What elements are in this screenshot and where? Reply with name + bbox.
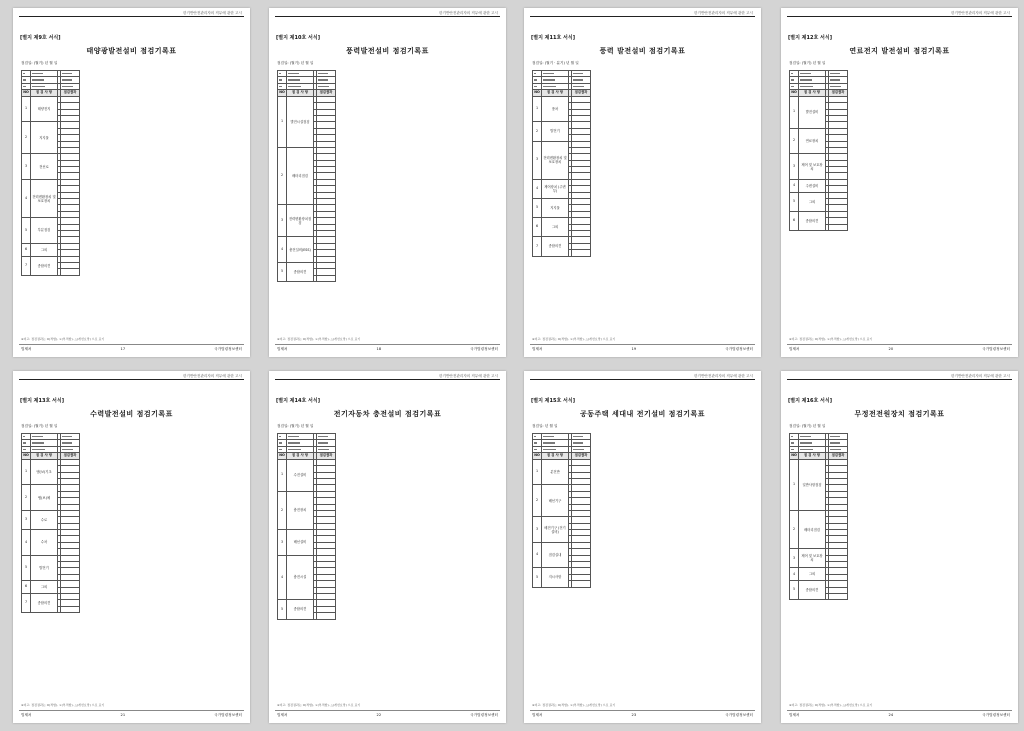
item-number: 4 xyxy=(22,530,31,556)
item-number: 5 xyxy=(790,581,799,600)
page-footer xyxy=(532,347,753,352)
page-header: 한기반안전관리자의 직무에 관한 고시 xyxy=(183,11,242,15)
footer-left: 법제처 xyxy=(789,347,800,351)
item-number: 4 xyxy=(278,555,287,600)
item-name: 수차 xyxy=(31,530,58,556)
date-label: 점검일: (월기) 년 월 일 xyxy=(789,61,826,65)
item-number: 1 xyxy=(278,96,287,147)
item-number: 1 xyxy=(533,459,542,485)
date-label: 점검일: (월기 · 분기) 년 월 일 xyxy=(532,61,579,65)
table-header-row xyxy=(22,90,80,97)
header-item: 점 검 사 항 xyxy=(542,90,569,97)
item-name: 종합의견 xyxy=(799,581,826,600)
check-result[interactable] xyxy=(317,613,336,619)
footer-org: 국가법령정보센터 xyxy=(725,347,753,351)
footer-left: 법제처 xyxy=(21,713,32,717)
date-label: 점검일: (월기) 년 월 일 xyxy=(277,61,314,65)
checklist-table xyxy=(277,70,336,282)
item-name: 일반사항점검 xyxy=(799,459,826,510)
item-name: 배전기구 (전기설비) xyxy=(542,517,569,543)
item-name: 배선설비 xyxy=(287,530,314,556)
footer-org: 국가법령정보센터 xyxy=(214,347,242,351)
item-name: 전력변환장치 및 보호장치 xyxy=(31,179,58,217)
item-number: 2 xyxy=(278,147,287,205)
table-header-row xyxy=(278,453,336,460)
header-no: NO xyxy=(790,90,799,97)
document-page xyxy=(524,371,761,723)
item-name: 수로 xyxy=(31,510,58,529)
item-number: 2 xyxy=(790,510,799,548)
header-rule xyxy=(530,16,755,17)
check-result[interactable] xyxy=(317,275,336,281)
item-number: 2 xyxy=(533,485,542,517)
form-number: [별지 제14호 서식] xyxy=(276,398,320,404)
item-number: 6 xyxy=(22,581,31,594)
form-title: 전기자동차 충전설비 점검기록표 xyxy=(333,410,442,418)
page-note: ※비고: 점검결과는 O(적합), ×(부적합), △(개선요망) 으로 표기 xyxy=(789,337,873,341)
footer-left: 법제처 xyxy=(277,347,288,351)
header-rule xyxy=(787,16,1012,17)
item-name: 그외 xyxy=(31,243,58,256)
item-number: 4 xyxy=(790,179,799,192)
form-number: [별지 제13호 서식] xyxy=(20,398,64,404)
item-number: 2 xyxy=(22,485,31,511)
item-number: 6 xyxy=(790,211,799,230)
item-number: 1 xyxy=(22,459,31,485)
item-name: 충전장치 xyxy=(287,491,314,529)
item-name: 발전기 xyxy=(542,122,569,141)
form-number: [별지 제16호 서식] xyxy=(788,398,832,404)
page-footer xyxy=(532,713,753,718)
item-number: 1 xyxy=(533,96,542,122)
item-name: 제어 및 보호장치 xyxy=(799,154,826,180)
item-number: 7 xyxy=(22,256,31,275)
check-result[interactable] xyxy=(572,250,591,256)
inspection-date xyxy=(532,424,753,429)
footer-org: 국가법령정보센터 xyxy=(982,713,1010,717)
form-title: 풍력 발전설비 점검기록표 xyxy=(599,47,686,55)
page-note: ※비고: 점검결과는 O(적합), ×(부적합), △(개선요망) 으로 표기 xyxy=(277,337,361,341)
date-label: 점검일: (월기) 년 월 일 xyxy=(277,424,314,428)
header-no: NO xyxy=(790,453,799,460)
item-name: 배선기구 xyxy=(542,485,569,517)
header-rule xyxy=(275,16,500,17)
checklist-table xyxy=(21,433,80,613)
header-no: NO xyxy=(278,90,287,97)
footer-left: 법제처 xyxy=(277,713,288,717)
footer-org: 국가법령정보센터 xyxy=(470,347,498,351)
page-header: 한기반안전관리자의 직무에 관한 고시 xyxy=(951,11,1010,15)
table-header-row xyxy=(533,90,591,97)
item-name: 종합의견 xyxy=(31,593,58,612)
item-name: 지지물 xyxy=(542,199,569,218)
document-page xyxy=(269,8,506,357)
form-title: 태양광발전설비 점검기록표 xyxy=(86,47,177,55)
page-number: 20 xyxy=(888,347,894,351)
item-number: 2 xyxy=(22,122,31,154)
document-page xyxy=(781,8,1018,357)
header-item: 점 검 사 항 xyxy=(799,453,826,460)
page-number: 22 xyxy=(376,713,382,717)
page-note: ※비고: 점검결과는 O(적합), ×(부적합), △(개선요망) 으로 표기 xyxy=(532,703,616,707)
footer-org: 국가법령정보센터 xyxy=(470,713,498,717)
item-name: 충전시설 xyxy=(287,555,314,600)
inspection-date xyxy=(21,61,242,66)
checklist-table xyxy=(789,70,848,231)
item-name: 태양전지 xyxy=(31,96,58,122)
document-page xyxy=(13,371,250,723)
inspection-date xyxy=(532,61,753,66)
table-header-row xyxy=(790,90,848,97)
footer-rule xyxy=(530,344,755,345)
item-number: 3 xyxy=(790,154,799,180)
footer-org: 국가법령정보센터 xyxy=(982,347,1010,351)
footer-left: 법제처 xyxy=(532,347,543,351)
form-number: [별지 제10호 서식] xyxy=(276,35,320,41)
item-number: 5 xyxy=(278,600,287,619)
item-name: 종합의견 xyxy=(31,256,58,275)
item-name: 종합의견 xyxy=(287,600,314,619)
header-item: 점 검 사 항 xyxy=(799,90,826,97)
item-name: 종합의견 xyxy=(287,262,314,281)
item-number: 4 xyxy=(533,542,542,568)
page-footer xyxy=(789,713,1010,718)
footer-left: 법제처 xyxy=(789,713,800,717)
page-header: 한기반안전관리자의 직무에 관한 고시 xyxy=(694,11,753,15)
header-item: 점 검 사 항 xyxy=(31,90,58,97)
header-no: NO xyxy=(22,453,31,460)
table-header-row xyxy=(790,453,848,460)
page-note: ※비고: 점검결과는 O(적합), ×(부적합), △(개선요망) 으로 표기 xyxy=(532,337,616,341)
date-label: 점검일: 년 월 일 xyxy=(532,424,558,428)
item-number: 5 xyxy=(22,555,31,581)
item-name: 제어 및 보호장치 xyxy=(799,549,826,568)
header-rule xyxy=(19,379,244,380)
page-footer xyxy=(277,347,498,352)
item-number: 3 xyxy=(533,517,542,543)
document-page xyxy=(13,8,250,357)
item-number: 4 xyxy=(278,237,287,263)
item-name: 제어장치 (주변부) xyxy=(542,179,569,198)
item-name: 지시사항 xyxy=(542,568,569,587)
item-number: 5 xyxy=(278,262,287,281)
header-item: 점 검 사 항 xyxy=(542,453,569,460)
footer-rule xyxy=(19,344,244,345)
header-rule xyxy=(275,379,500,380)
item-name: 그외 xyxy=(31,581,58,594)
item-number: 3 xyxy=(22,510,31,529)
date-label: 점검일: (월기) 년 월 일 xyxy=(21,61,58,65)
inspection-date xyxy=(277,61,498,66)
page-note: ※비고: 점검결과는 O(적합), ×(부적합), △(개선요망) 으로 표기 xyxy=(21,337,105,341)
checklist-table xyxy=(789,433,848,600)
page-number: 18 xyxy=(376,347,382,351)
document-page xyxy=(269,371,506,723)
inspection-date xyxy=(21,424,242,429)
page-number: 21 xyxy=(120,713,126,717)
item-number: 1 xyxy=(22,96,31,122)
page-number: 19 xyxy=(631,347,637,351)
item-number: 1 xyxy=(790,459,799,510)
item-name: 연료장치 xyxy=(799,128,826,154)
document-page xyxy=(781,371,1018,723)
header-rule xyxy=(787,379,1012,380)
form-number: [별지 제9호 서식] xyxy=(20,35,61,41)
checklist-table xyxy=(532,70,591,257)
item-name: 점검실내 xyxy=(542,542,569,568)
page-footer xyxy=(21,347,242,352)
footer-rule xyxy=(787,710,1012,711)
item-name: 분전반 xyxy=(542,459,569,485)
header-no: NO xyxy=(22,90,31,97)
item-number: 7 xyxy=(533,237,542,256)
form-title: 수력발전설비 점검기록표 xyxy=(90,410,173,418)
item-name: 부분점검 xyxy=(31,218,58,244)
form-title: 풍력발전설비 점검기록표 xyxy=(346,47,429,55)
footer-rule xyxy=(275,344,500,345)
page-number: 23 xyxy=(631,713,637,717)
page-note: ※비고: 점검결과는 O(적합), ×(부적합), △(개선요망) 으로 표기 xyxy=(277,703,361,707)
item-number: 3 xyxy=(533,141,542,179)
check-result[interactable] xyxy=(61,269,80,275)
header-check: 점검결과 xyxy=(572,90,591,97)
item-name: 댐(보)체 xyxy=(31,485,58,511)
item-number: 5 xyxy=(533,568,542,587)
footer-left: 법제처 xyxy=(21,347,32,351)
header-check: 점검결과 xyxy=(317,453,336,460)
item-name: 배터리점검 xyxy=(799,510,826,548)
page-footer xyxy=(21,713,242,718)
header-check: 점검결과 xyxy=(61,90,80,97)
item-number: 4 xyxy=(533,179,542,198)
inspection-date xyxy=(789,424,1010,429)
page-header: 한기반안전관리자의 직무에 관한 고시 xyxy=(439,11,498,15)
item-number: 4 xyxy=(22,179,31,217)
item-name: 댐(보)기초 xyxy=(31,459,58,485)
item-name: 종합의견 xyxy=(799,211,826,230)
footer-org: 국가법령정보센터 xyxy=(214,713,242,717)
header-item: 점 검 사 항 xyxy=(31,453,58,460)
item-number: 3 xyxy=(790,549,799,568)
footer-rule xyxy=(530,710,755,711)
item-name: 수전설비 xyxy=(287,459,314,491)
header-no: NO xyxy=(278,453,287,460)
header-check: 점검결과 xyxy=(829,453,848,460)
form-title: 공동주택 세대내 전기설비 점검기록표 xyxy=(579,410,705,418)
item-name: 전선로 xyxy=(31,154,58,180)
table-header-row xyxy=(278,90,336,97)
footer-rule xyxy=(275,710,500,711)
header-no: NO xyxy=(533,453,542,460)
page-header: 한기반안전관리자의 직무에 관한 고시 xyxy=(439,374,498,378)
item-number: 2 xyxy=(533,122,542,141)
date-label: 점검일: (월기) 년 월 일 xyxy=(21,424,58,428)
header-check: 점검결과 xyxy=(317,90,336,97)
date-label: 점검일: (월기) 년 월 일 xyxy=(789,424,826,428)
page-number: 17 xyxy=(120,347,126,351)
checklist-table xyxy=(532,433,591,588)
item-number: 5 xyxy=(790,192,799,211)
item-number: 5 xyxy=(22,218,31,244)
item-name: 전력변환장치점검 xyxy=(287,205,314,237)
page-header: 한기반안전관리자의 직무에 관한 고시 xyxy=(951,374,1010,378)
header-rule xyxy=(530,379,755,380)
item-number: 1 xyxy=(278,459,287,491)
header-item: 점 검 사 항 xyxy=(287,90,314,97)
item-name: 주변설비 xyxy=(799,179,826,192)
footer-left: 법제처 xyxy=(532,713,543,717)
form-title: 연료전지 발전설비 점검기록표 xyxy=(849,47,950,55)
table-header-row xyxy=(22,453,80,460)
item-number: 2 xyxy=(278,491,287,529)
item-name: 그외 xyxy=(799,568,826,581)
page-number: 24 xyxy=(888,713,894,717)
form-number: [별지 제12호 서식] xyxy=(788,35,832,41)
header-no: NO xyxy=(533,90,542,97)
inspection-date xyxy=(277,424,498,429)
item-name: 전력변환장치 및 보호장치 xyxy=(542,141,569,179)
item-name: 그외 xyxy=(799,192,826,211)
item-number: 7 xyxy=(22,593,31,612)
page-note: ※비고: 점검결과는 O(적합), ×(부적합), △(개선요망) 으로 표기 xyxy=(21,703,105,707)
header-check: 점검결과 xyxy=(61,453,80,460)
checklist-table xyxy=(277,433,336,620)
item-name: 풍차 xyxy=(542,96,569,122)
inspection-date xyxy=(789,61,1010,66)
item-number: 3 xyxy=(278,530,287,556)
header-rule xyxy=(19,16,244,17)
item-name: 발전설비 xyxy=(799,96,826,128)
item-name: 발전기 xyxy=(31,555,58,581)
form-number: [별지 제15호 서식] xyxy=(531,398,575,404)
item-name: 발전시설점검 xyxy=(287,96,314,147)
check-result[interactable] xyxy=(61,606,80,612)
footer-rule xyxy=(19,710,244,711)
item-number: 6 xyxy=(533,218,542,237)
item-number: 4 xyxy=(790,568,799,581)
check-result[interactable] xyxy=(829,593,848,599)
item-name: 지지물 xyxy=(31,122,58,154)
item-name: 충전설비(ESS) xyxy=(287,237,314,263)
item-number: 2 xyxy=(790,128,799,154)
item-number: 3 xyxy=(22,154,31,180)
header-item: 점 검 사 항 xyxy=(287,453,314,460)
page-header: 한기반안전관리자의 직무에 관한 고시 xyxy=(694,374,753,378)
page-footer xyxy=(789,347,1010,352)
item-number: 6 xyxy=(22,243,31,256)
footer-org: 국가법령정보센터 xyxy=(725,713,753,717)
form-title: 무정전전원장치 점검기록표 xyxy=(854,410,945,418)
document-page xyxy=(524,8,761,357)
item-number: 1 xyxy=(790,96,799,128)
page-note: ※비고: 점검결과는 O(적합), ×(부적합), △(개선요망) 으로 표기 xyxy=(789,703,873,707)
item-number: 3 xyxy=(278,205,287,237)
item-name: 그외 xyxy=(542,218,569,237)
form-number: [별지 제11호 서식] xyxy=(531,35,575,41)
check-result[interactable] xyxy=(829,224,848,230)
item-name: 종합의견 xyxy=(542,237,569,256)
header-check: 점검결과 xyxy=(829,90,848,97)
item-number: 5 xyxy=(533,199,542,218)
check-result[interactable] xyxy=(572,581,591,587)
checklist-table xyxy=(21,70,80,276)
table-header-row xyxy=(533,453,591,460)
page-footer xyxy=(277,713,498,718)
item-name: 배터리점검 xyxy=(287,147,314,205)
header-check: 점검결과 xyxy=(572,453,591,460)
page-header: 한기반안전관리자의 직무에 관한 고시 xyxy=(183,374,242,378)
footer-rule xyxy=(787,344,1012,345)
